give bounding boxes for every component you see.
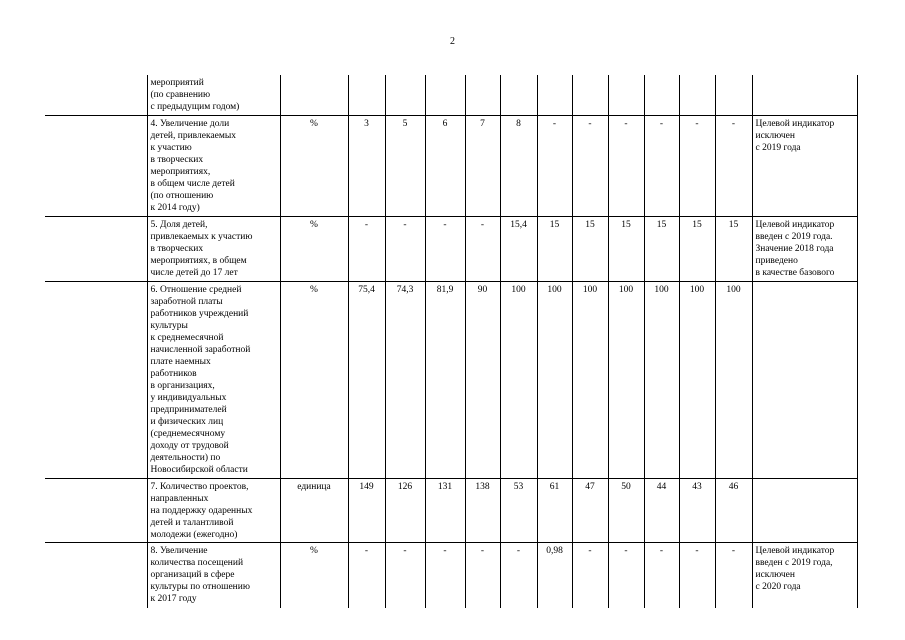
row-number-cell [45,478,147,542]
indicator-name-cell: мероприятий (по сравнению с предыдущим годом) [147,75,280,115]
indicator-name-cell: 5. Доля детей, привлекаемых к участию в творческих мероприятиях, в общем числе детей до 17 лет [147,216,280,281]
value-cell [644,75,679,115]
value-cell: - [465,216,500,281]
unit-cell: единица [280,478,348,542]
value-cell: - [715,115,752,216]
row-number-cell [45,281,147,478]
value-cell [572,75,608,115]
value-cell: 6 [425,115,465,216]
value-cell [715,75,752,115]
value-cell: 15 [608,216,644,281]
table-row [45,115,857,216]
value-cell: 149 [348,478,385,542]
value-cell: - [679,115,715,216]
value-cell: 46 [715,478,752,542]
value-cell: 61 [537,478,572,542]
value-cell: 100 [608,281,644,478]
value-cell: 15 [715,216,752,281]
value-cell: 74,3 [385,281,425,478]
value-cell: 15 [644,216,679,281]
note-cell [752,75,857,115]
value-cell: 138 [465,478,500,542]
value-cell: - [644,115,679,216]
unit-cell: % [280,115,348,216]
unit-cell: % [280,216,348,281]
table-row [45,281,857,478]
unit-cell: % [280,281,348,478]
value-cell: 7 [465,115,500,216]
value-cell [537,75,572,115]
value-cell: 44 [644,478,679,542]
value-cell: - [572,542,608,608]
value-cell: - [348,542,385,608]
unit-cell: % [280,542,348,608]
note-cell: Целевой индикатор введен с 2019 года. Значение 2018 года приведено в качестве базового [752,216,857,281]
value-cell: - [537,115,572,216]
value-cell [348,75,385,115]
value-cell: 100 [679,281,715,478]
value-cell: 100 [537,281,572,478]
note-cell [752,478,857,542]
value-cell: 50 [608,478,644,542]
indicator-name-cell: 7. Количество проектов, направленных на поддержку одаренных детей и талантливой молодежи (ежегодно) [147,478,280,542]
value-cell: 15 [572,216,608,281]
value-cell: 90 [465,281,500,478]
value-cell: - [608,542,644,608]
unit-cell [280,75,348,115]
value-cell [425,75,465,115]
value-cell: 100 [500,281,537,478]
value-cell: 81,9 [425,281,465,478]
value-cell: - [608,115,644,216]
indicator-name-cell: 6. Отношение средней заработной платы работников учреждений культуры к среднемесячной начисленной заработной плате наемных работников в организациях, у индивидуальных предпринимателей и физических лиц (среднемесячному доходу от трудовой деятельности) по Новосибирской области [147,281,280,478]
value-cell [465,75,500,115]
value-cell: - [644,542,679,608]
value-cell: 15,4 [500,216,537,281]
value-cell: 15 [537,216,572,281]
value-cell [608,75,644,115]
note-cell: Целевой индикатор исключен с 2019 года [752,115,857,216]
indicators-table [45,75,858,608]
table-row [45,478,857,542]
value-cell: 8 [500,115,537,216]
value-cell: 5 [385,115,425,216]
value-cell: 100 [644,281,679,478]
row-number-cell [45,115,147,216]
value-cell [679,75,715,115]
value-cell: 131 [425,478,465,542]
note-cell [752,281,857,478]
value-cell: - [385,542,425,608]
value-cell: 47 [572,478,608,542]
row-number-cell [45,542,147,608]
value-cell: 43 [679,478,715,542]
value-cell: 53 [500,478,537,542]
value-cell: - [425,542,465,608]
table-row [45,542,857,608]
row-number-cell [45,75,147,115]
value-cell: - [465,542,500,608]
value-cell: - [500,542,537,608]
value-cell: 100 [715,281,752,478]
value-cell: 100 [572,281,608,478]
table-row [45,216,857,281]
indicator-name-cell: 4. Увеличение доли детей, привлекаемых к участию в творческих мероприятиях, в общем числе детей (по отношению к 2014 году) [147,115,280,216]
value-cell: - [348,216,385,281]
note-cell: Целевой индикатор введен с 2019 года, исключен с 2020 года [752,542,857,608]
value-cell: 75,4 [348,281,385,478]
value-cell: - [572,115,608,216]
page-number: 2 [450,36,455,47]
value-cell [500,75,537,115]
value-cell: - [385,216,425,281]
indicator-name-cell: 8. Увеличение количества посещений организаций в сфере культуры по отношению к 2017 году [147,542,280,608]
value-cell: - [715,542,752,608]
value-cell: 3 [348,115,385,216]
value-cell [385,75,425,115]
value-cell: 0,98 [537,542,572,608]
value-cell: 126 [385,478,425,542]
value-cell: - [425,216,465,281]
row-number-cell [45,216,147,281]
value-cell: 15 [679,216,715,281]
value-cell: - [679,542,715,608]
table-row [45,75,857,115]
